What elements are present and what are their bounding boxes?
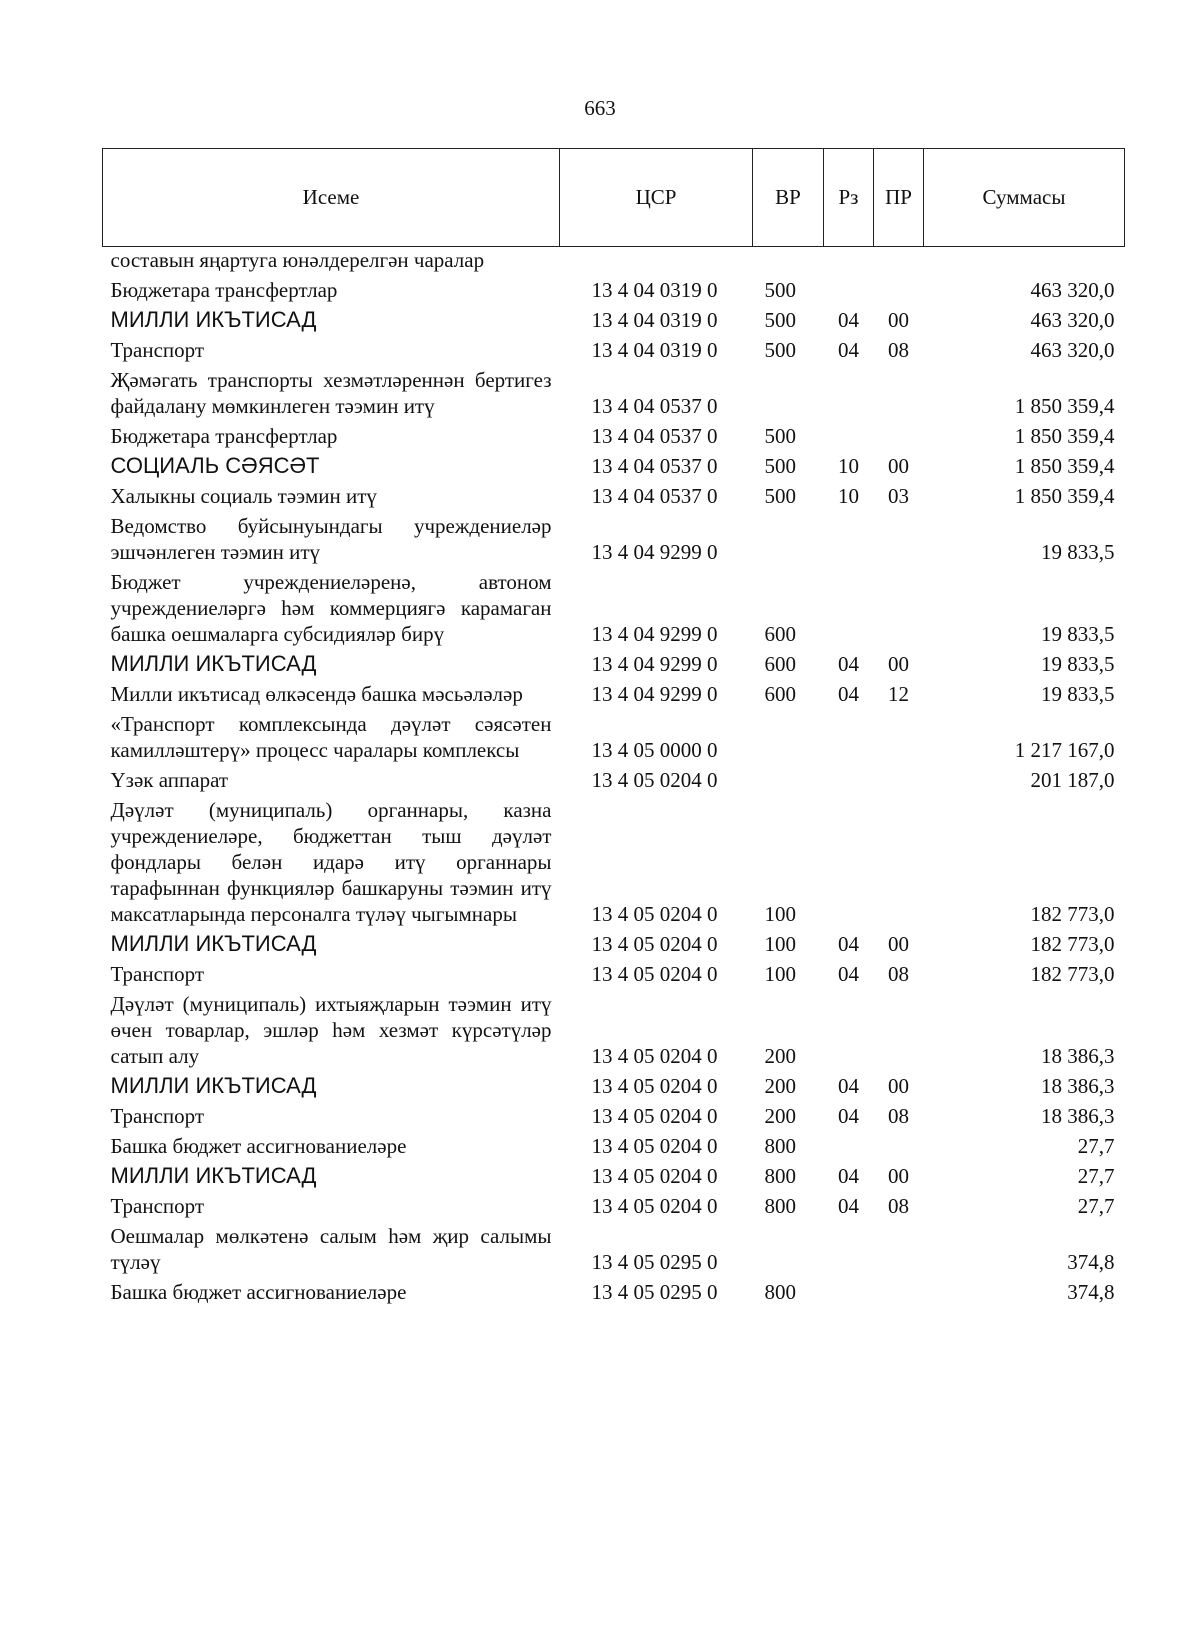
cell-name: Транспорт: [110, 962, 205, 986]
cell-sum: 19 833,5: [1041, 652, 1115, 676]
table-row: [103, 765, 1125, 795]
cell-pr: 00: [888, 308, 909, 332]
cell-pr: [874, 765, 924, 795]
cell-name: Җәмәгать транспорты хезмәтләреннән бертигез файдалану мөмкинлеген тәэмин итү: [110, 368, 552, 418]
cell-vr: [753, 765, 824, 795]
cell-vr: 500: [764, 308, 796, 332]
cell-pr: 08: [888, 1104, 909, 1128]
cell-pr: [874, 247, 924, 276]
cell-vr: 800: [764, 1194, 796, 1218]
cell-csr: 13 4 05 0204 0: [591, 1134, 718, 1158]
cell-pr: [874, 989, 924, 1071]
cell-vr: 500: [764, 484, 796, 508]
table-row: [103, 451, 1125, 481]
cell-rz: [824, 1131, 874, 1161]
table-row: [103, 929, 1125, 959]
header-sum: Суммасы: [924, 149, 1125, 247]
cell-sum: 1 850 359,4: [1014, 424, 1115, 448]
table-row: [103, 247, 1125, 276]
table-row: [103, 1101, 1125, 1131]
cell-sum: 1 850 359,4: [1014, 484, 1115, 508]
cell-rz: 04: [838, 932, 859, 956]
cell-csr: 13 4 05 0204 0: [591, 962, 718, 986]
cell-csr: 13 4 04 0537 0: [591, 394, 718, 418]
cell-vr: 500: [764, 454, 796, 478]
cell-vr: 500: [764, 338, 796, 362]
cell-rz: 04: [838, 1194, 859, 1218]
cell-name: Транспорт: [110, 1104, 205, 1128]
cell-pr: 03: [888, 484, 909, 508]
cell-name: Милли икътисад өлкәсендә башка мәсьәләләр: [110, 682, 523, 706]
table-header: [103, 149, 1125, 247]
cell-sum: 463 320,0: [1030, 308, 1115, 332]
cell-sum: 1 850 359,4: [1014, 454, 1115, 478]
cell-pr: 08: [888, 1194, 909, 1218]
cell-sum: 463 320,0: [1030, 278, 1115, 302]
cell-name: Бюджетара трансфертлар: [110, 278, 338, 302]
table-row: [103, 567, 1125, 649]
cell-csr: 13 4 04 0537 0: [591, 424, 718, 448]
budget-table: [102, 148, 1125, 1307]
cell-pr: [874, 275, 924, 305]
cell-vr: 600: [764, 652, 796, 676]
cell-vr: [753, 365, 824, 421]
cell-vr: [753, 247, 824, 276]
header-rz: Рз: [824, 149, 874, 247]
cell-rz: [824, 275, 874, 305]
header-pr: ПР: [874, 149, 924, 247]
cell-vr: 200: [764, 1044, 796, 1068]
cell-rz: 04: [838, 682, 859, 706]
cell-name: МИЛЛИ ИКЪТИСАД: [110, 931, 317, 956]
cell-pr: [874, 709, 924, 765]
cell-csr: 13 4 05 0000 0: [591, 738, 718, 762]
table-row: [103, 275, 1125, 305]
cell-vr: 600: [764, 682, 796, 706]
cell-name: МИЛЛИ ИКЪТИСАД: [110, 1163, 317, 1188]
cell-csr: 13 4 05 0204 0: [591, 1194, 718, 1218]
cell-name: Транспорт: [110, 338, 205, 362]
cell-sum: 27,7: [1077, 1164, 1115, 1188]
cell-name: Ведомство буйсынуындагы учреждениеләр эшчәнлеген тәэмин итү: [110, 514, 552, 564]
cell-sum: 19 833,5: [1041, 622, 1115, 646]
cell-rz: 04: [838, 338, 859, 362]
cell-rz: 04: [838, 962, 859, 986]
cell-vr: [753, 709, 824, 765]
cell-rz: 10: [838, 454, 859, 478]
table-row: [103, 1277, 1125, 1307]
table-row: [103, 335, 1125, 365]
cell-pr: 08: [888, 962, 909, 986]
cell-sum: 27,7: [1077, 1194, 1115, 1218]
cell-csr: 13 4 05 0204 0: [591, 902, 718, 926]
cell-vr: 100: [764, 932, 796, 956]
table-row: [103, 305, 1125, 335]
cell-rz: [824, 1221, 874, 1277]
cell-sum: 19 833,5: [1041, 540, 1115, 564]
cell-pr: [874, 1221, 924, 1277]
cell-pr: [874, 511, 924, 567]
table-row: [103, 959, 1125, 989]
cell-sum: 201 187,0: [1030, 768, 1115, 792]
cell-sum: [924, 247, 1125, 276]
cell-vr: 200: [764, 1074, 796, 1098]
cell-rz: 04: [838, 1164, 859, 1188]
cell-csr: [560, 247, 753, 276]
cell-sum: 182 773,0: [1030, 962, 1115, 986]
table-row: [103, 481, 1125, 511]
table-row: [103, 679, 1125, 709]
cell-csr: 13 4 05 0204 0: [591, 1104, 718, 1128]
cell-rz: [824, 709, 874, 765]
cell-vr: [753, 1221, 824, 1277]
cell-name: «Транспорт комплексында дәүләт сәясәтен камилләштерү» процесс чаралары комплексы: [110, 712, 552, 762]
cell-name: МИЛЛИ ИКЪТИСАД: [110, 307, 317, 332]
cell-pr: 00: [888, 1074, 909, 1098]
cell-rz: 10: [838, 484, 859, 508]
cell-vr: 800: [764, 1134, 796, 1158]
cell-name: СОЦИАЛЬ СӘЯСӘТ: [110, 453, 320, 478]
cell-rz: [824, 795, 874, 929]
cell-rz: [824, 1277, 874, 1307]
cell-sum: 18 386,3: [1041, 1104, 1115, 1128]
header-row: [103, 149, 1125, 247]
cell-vr: 100: [764, 902, 796, 926]
table-row: [103, 1191, 1125, 1221]
cell-csr: 13 4 05 0204 0: [591, 1164, 718, 1188]
cell-vr: 500: [764, 278, 796, 302]
table-row: [103, 649, 1125, 679]
header-name: Исеме: [103, 149, 560, 247]
cell-name: Дәүләт (муниципаль) органнары, казна учреждениеләре, бюджеттан тыш дәүләт фондлары белән идарә итү органнары тарафыннан функцияләр башкаруны тәэмин итү максатларында персоналга түләү чыгымнары: [110, 798, 552, 926]
cell-pr: [874, 421, 924, 451]
cell-pr: 00: [888, 652, 909, 676]
cell-vr: [753, 511, 824, 567]
cell-rz: [824, 765, 874, 795]
cell-csr: 13 4 05 0295 0: [591, 1250, 718, 1274]
table-row: [103, 421, 1125, 451]
cell-rz: 04: [838, 1104, 859, 1128]
cell-rz: 04: [838, 1074, 859, 1098]
cell-pr: 12: [888, 682, 909, 706]
cell-pr: 08: [888, 338, 909, 362]
cell-csr: 13 4 04 0319 0: [591, 278, 718, 302]
cell-csr: 13 4 04 0319 0: [591, 338, 718, 362]
cell-sum: 182 773,0: [1030, 932, 1115, 956]
cell-vr: 800: [764, 1280, 796, 1304]
cell-pr: 00: [888, 454, 909, 478]
cell-name: Бюджет учреждениеләренә, автоном учреждениеләргә һәм коммерциягә карамаган башка оешмаларга субсидияләр бирү: [110, 570, 552, 646]
cell-rz: [824, 247, 874, 276]
cell-name: Халыкны социаль тәэмин итү: [110, 484, 377, 508]
page-number: 663: [584, 96, 616, 120]
table-row: [103, 1161, 1125, 1191]
cell-name: МИЛЛИ ИКЪТИСАД: [110, 1073, 317, 1098]
cell-rz: 04: [838, 308, 859, 332]
cell-sum: 27,7: [1077, 1134, 1115, 1158]
header-csr: ЦСР: [560, 149, 753, 247]
cell-csr: 13 4 05 0204 0: [591, 768, 718, 792]
cell-name: Башка бюджет ассигнованиеләре: [110, 1134, 407, 1158]
cell-sum: 18 386,3: [1041, 1074, 1115, 1098]
cell-vr: 200: [764, 1104, 796, 1128]
table-row: [103, 511, 1125, 567]
cell-csr: 13 4 04 0537 0: [591, 484, 718, 508]
cell-name: Дәүләт (муниципаль) ихтыяҗларын тәэмин итү өчен товарлар, эшләр һәм хезмәт күрсәтүләр сатып алу: [110, 992, 552, 1068]
cell-sum: 374,8: [1067, 1250, 1115, 1274]
cell-rz: [824, 511, 874, 567]
table-row: [103, 1221, 1125, 1277]
cell-pr: [874, 365, 924, 421]
cell-csr: 13 4 05 0295 0: [591, 1280, 718, 1304]
cell-csr: 13 4 05 0204 0: [591, 1044, 718, 1068]
cell-sum: 18 386,3: [1041, 1044, 1115, 1068]
cell-name: составын яңартуга юнәлдерелгән чаралар: [110, 248, 485, 272]
cell-sum: 374,8: [1067, 1280, 1115, 1304]
cell-csr: 13 4 05 0204 0: [591, 1074, 718, 1098]
cell-sum: 1 850 359,4: [1014, 394, 1115, 418]
cell-csr: 13 4 04 9299 0: [591, 540, 718, 564]
table-row: [103, 365, 1125, 421]
cell-pr: 00: [888, 1164, 909, 1188]
cell-csr: 13 4 04 0319 0: [591, 308, 718, 332]
cell-name: МИЛЛИ ИКЪТИСАД: [110, 651, 317, 676]
cell-name: Транспорт: [110, 1194, 205, 1218]
cell-vr: 500: [764, 424, 796, 448]
cell-sum: 182 773,0: [1030, 902, 1115, 926]
cell-pr: [874, 1131, 924, 1161]
table-row: [103, 709, 1125, 765]
cell-csr: 13 4 04 0537 0: [591, 454, 718, 478]
cell-csr: 13 4 04 9299 0: [591, 652, 718, 676]
cell-rz: [824, 365, 874, 421]
cell-pr: [874, 567, 924, 649]
cell-rz: [824, 421, 874, 451]
table-row: [103, 1071, 1125, 1101]
cell-pr: [874, 1277, 924, 1307]
cell-rz: [824, 989, 874, 1071]
table-body: [103, 247, 1125, 1308]
header-vr: ВР: [753, 149, 824, 247]
cell-csr: 13 4 04 9299 0: [591, 682, 718, 706]
cell-csr: 13 4 04 9299 0: [591, 622, 718, 646]
cell-name: Үзәк аппарат: [110, 768, 229, 792]
cell-pr: [874, 795, 924, 929]
cell-sum: 19 833,5: [1041, 682, 1115, 706]
cell-rz: 04: [838, 652, 859, 676]
cell-sum: 463 320,0: [1030, 338, 1115, 362]
cell-vr: 100: [764, 962, 796, 986]
cell-name: Оешмалар мөлкәтенә салым һәм җир салымы түләү: [110, 1224, 552, 1274]
cell-vr: 800: [764, 1164, 796, 1188]
cell-pr: 00: [888, 932, 909, 956]
cell-vr: 600: [764, 622, 796, 646]
table-row: [103, 1131, 1125, 1161]
cell-name: Бюджетара трансфертлар: [110, 424, 338, 448]
cell-sum: 1 217 167,0: [1014, 738, 1115, 762]
budget-table-container: [102, 148, 1124, 1307]
cell-csr: 13 4 05 0204 0: [591, 932, 718, 956]
cell-name: Башка бюджет ассигнованиеләре: [110, 1280, 407, 1304]
cell-rz: [824, 567, 874, 649]
table-row: [103, 989, 1125, 1071]
table-row: [103, 795, 1125, 929]
